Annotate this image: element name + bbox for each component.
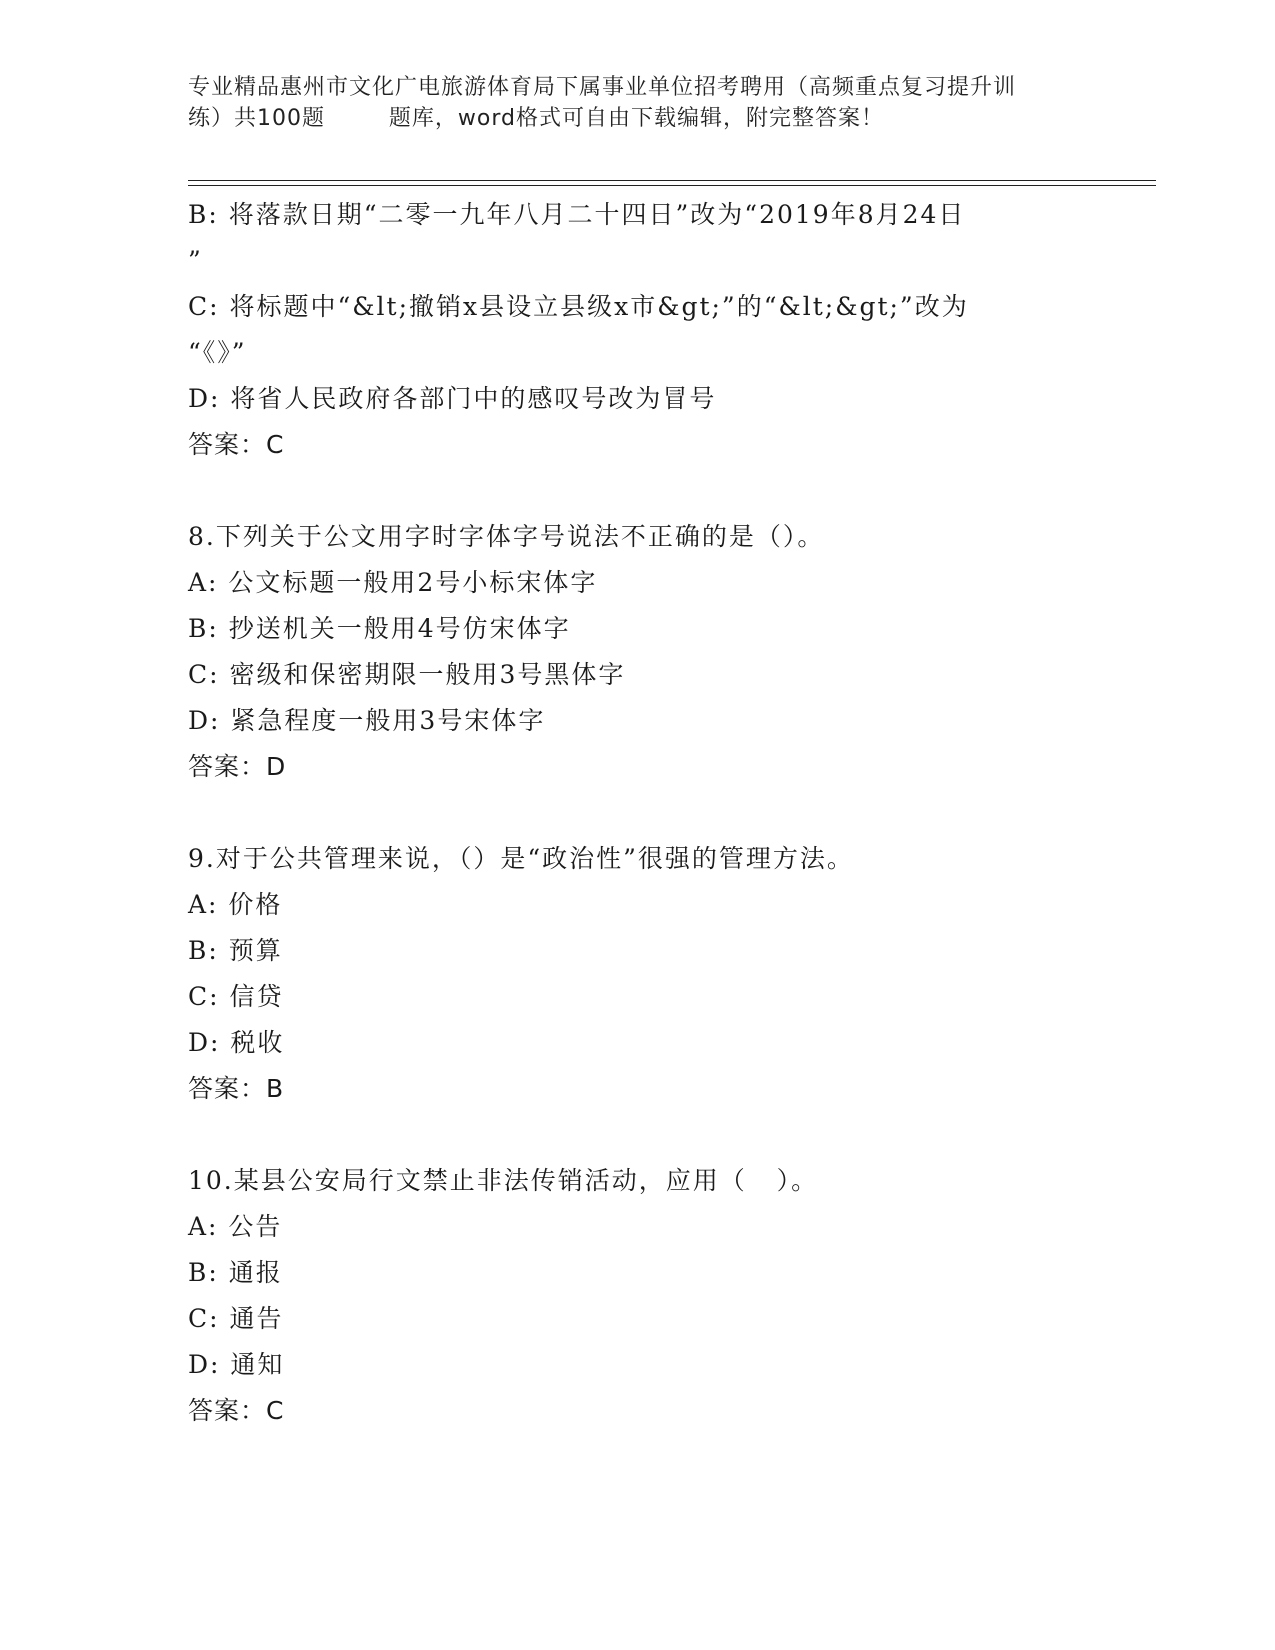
spacer: [188, 468, 1088, 514]
answer: 答案：B: [188, 1074, 285, 1103]
spacer: [188, 790, 1088, 836]
option-b: B: 预算: [188, 936, 283, 965]
option-d: D: 通知: [188, 1350, 285, 1379]
header-line-1: 专业精品惠州市文化广电旅游体育局下属事业单位招考聘用（高频重点复习提升训: [188, 75, 1017, 100]
q7-option-b-line-2: ”: [188, 246, 203, 275]
option-d: D: 税收: [188, 1028, 285, 1057]
question-stem: 9.对于公共管理来说，（）是“政治性”很强的管理方法。: [188, 844, 854, 873]
q7-answer: 答案：C: [188, 430, 285, 459]
question-9: [188, 836, 1088, 1112]
q7-option-d: D: 将省人民政府各部门中的感叹号改为冒号: [188, 384, 717, 413]
spacer: [188, 1112, 1088, 1158]
question-stem: 10.某县公安局行文禁止非法传销活动，应用（ ）。: [188, 1166, 819, 1195]
question-stem: 8.下列关于公文用字时字体字号说法不正确的是（）。: [188, 522, 825, 551]
q7-option-c-line-1: C: 将标题中“&lt;撤销x县设立县级x市&gt;”的“&lt;&gt;”改为: [188, 292, 969, 321]
question-content: [188, 192, 1088, 1434]
header-rule-top: [188, 180, 1156, 181]
option-c: C: 通告: [188, 1304, 284, 1333]
header-rule-bottom: [188, 185, 1156, 186]
option-a: A: 公告: [188, 1212, 283, 1241]
option-b: B: 通报: [188, 1258, 283, 1287]
option-d: D: 紧急程度一般用3号宋体字: [188, 706, 546, 735]
option-a: A: 价格: [188, 890, 283, 919]
q7-option-b-line-1: B: 将落款日期“二零一九年八月二十四日”改为“2019年8月24日: [188, 200, 966, 229]
option-c: C: 信贷: [188, 982, 284, 1011]
question-7-tail: [188, 192, 1088, 468]
option-c: C: 密级和保密期限一般用3号黑体字: [188, 660, 626, 689]
option-a: A: 公文标题一般用2号小标宋体字: [188, 568, 598, 597]
answer: 答案：C: [188, 1396, 285, 1425]
answer: 答案：D: [188, 752, 287, 781]
question-10: [188, 1158, 1088, 1434]
option-b: B: 抄送机关一般用4号仿宋体字: [188, 614, 571, 643]
question-8: [188, 514, 1088, 790]
document-header: [188, 72, 1088, 134]
header-line-2: 练）共100题 题库，word格式可自由下载编辑，附完整答案！: [188, 106, 885, 131]
q7-option-c-line-2: “《》”: [188, 338, 247, 367]
